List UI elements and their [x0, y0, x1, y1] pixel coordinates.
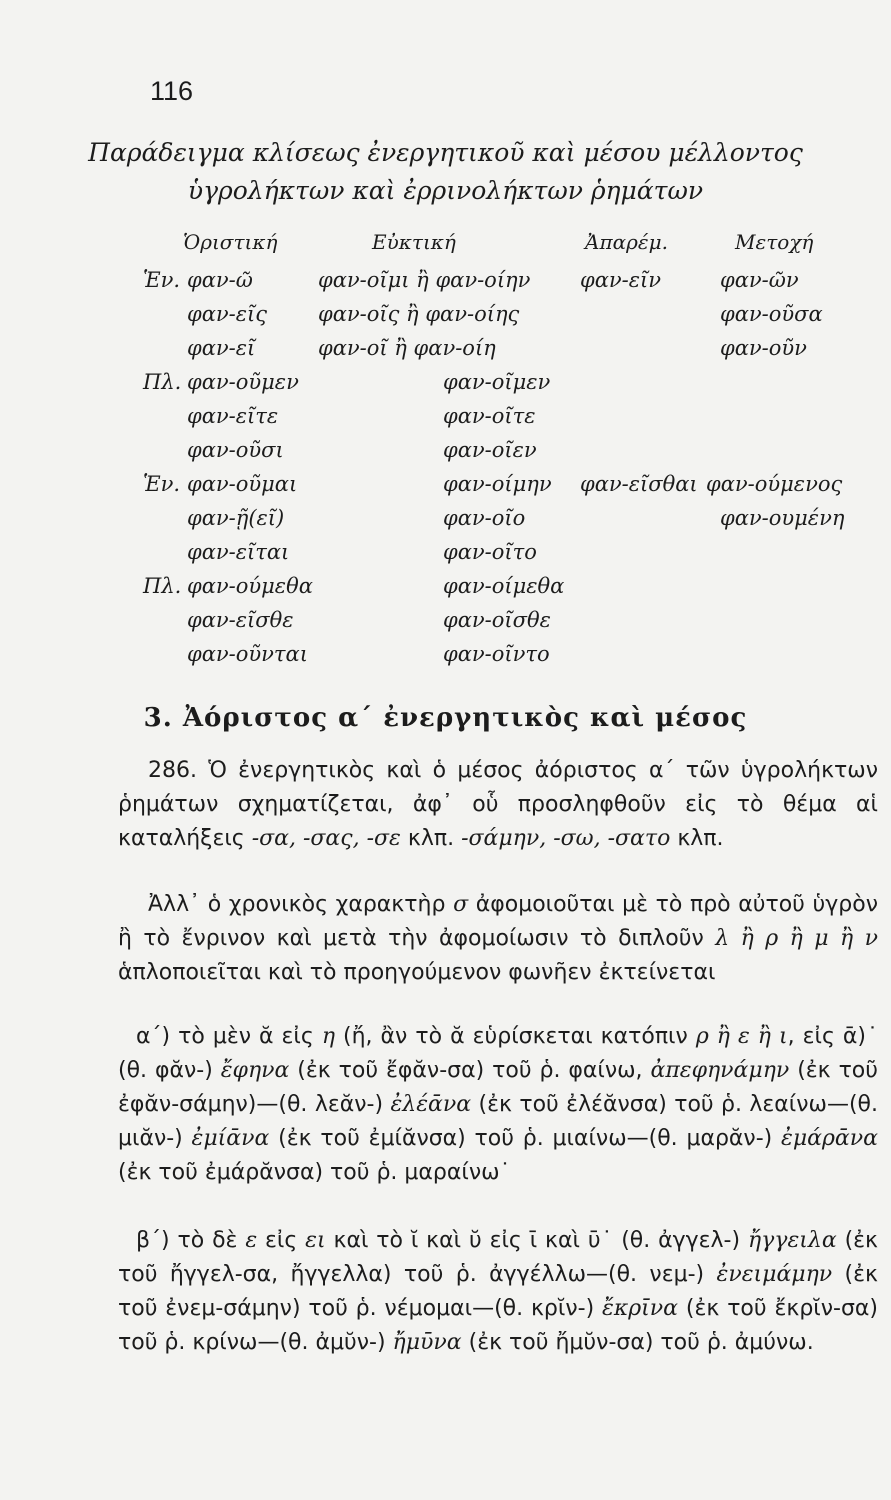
active-optative-form: φαν-οῖμεν [443, 370, 551, 394]
column-header-indicative: Ὁριστική [183, 230, 278, 254]
middle-optative-form: φαν-οίμεθα [443, 574, 565, 598]
active-participle-form: φαν-οῦν [720, 336, 807, 360]
active-indicative-form: φαν-οῦσι [187, 438, 284, 462]
column-header-participle: Μετοχή [735, 230, 814, 254]
active-optative-form: φαν-οῖτε [443, 404, 536, 428]
number-label-plural: Πλ. [143, 370, 182, 394]
middle-indicative-form: φαν-εῖσθε [187, 608, 294, 632]
active-participle-form: φαν-οῦσα [720, 302, 823, 326]
middle-participle-form: φαν-ουμένη [720, 506, 845, 530]
active-indicative-form: φαν-οῦμεν [187, 370, 299, 394]
middle-infinitive-form: φαν-εῖσθαι [580, 472, 698, 496]
number-label-plural: Πλ. [143, 574, 182, 598]
middle-indicative-form: φαν-οῦμαι [187, 472, 298, 496]
middle-indicative-form: φαν-ῇ(εῖ) [187, 506, 285, 530]
active-indicative-form: φαν-εῖτε [187, 404, 279, 428]
active-indicative-form: φαν-εῖς [187, 302, 268, 326]
active-optative-form: φαν-οῖμι ἢ φαν-οίην [318, 268, 531, 292]
column-header-infinitive: Ἀπαρέμ. [585, 230, 668, 254]
table-heading-line-2: ὑγρολήκτων καὶ ἐρρινολήκτων ῥημάτων [187, 176, 704, 205]
middle-optative-form: φαν-οίμην [443, 472, 552, 496]
active-infinitive-form: φαν-εῖν [580, 268, 662, 292]
middle-participle-form: φαν-ούμενος [706, 472, 843, 496]
middle-optative-form: φαν-οῖντο [443, 642, 550, 666]
column-header-optative: Εὐκτική [372, 230, 456, 254]
middle-indicative-form: φαν-οῦνται [187, 642, 308, 666]
middle-indicative-form: φαν-εῖται [187, 540, 290, 564]
section-title: 3. Ἀόριστος α΄ ἐνεργητικὸς καὶ μέσος [143, 703, 748, 733]
paragraph-rule-beta: β΄) τὸ δὲ ε εἰς ει καὶ τὸ ῐ καὶ ῠ εἰς ῑ καὶ ῡ˙ (θ. ἀγγελ-) ἤγγειλα (ἐκ τοῦ ἤγγελ-σα, ἤγγελλα) τοῦ ῥ. ἀγγέλλω—(θ. νεμ-) ἐνειμάμην (ἐκ τοῦ ἐνεμ-σάμην) τοῦ ῥ. νέμομαι—(θ. κρῐν-) ἔκρῑνα (ἐκ τοῦ ἔκρῐν-σα) τοῦ ῥ. κρίνω—(θ. ἀμῠν-) ἤμῡνα (ἐκ τοῦ ἤμῠν-σα) τοῦ ῥ. ἀμύνω. [118, 1228, 879, 1355]
paragraph-rule-alpha: α΄) τὸ μὲν ᾰ εἰς η (ἤ, ἂν τὸ ᾰ εὑρίσκεται κατόπιν ρ ἢ ε ἢ ι, εἰς ᾱ)˙ (θ. φᾰν-) ἔφηνα (ἐκ τοῦ ἔφᾰν-σα) τοῦ ῥ. φαίνω, ἀπεφηνάμην (ἐκ τοῦ ἐφᾰν-σάμην)—(θ. λεᾰν-) ἐλέᾱνα (ἐκ τοῦ ἐλέᾰνσα) τοῦ ῥ. λεαίνω—(θ. μιᾰν-) ἐμίᾱνα (ἐκ τοῦ ἐμίᾰνσα) τοῦ ῥ. μιαίνω—(θ. μαρᾰν-) ἐμάρᾱνα (ἐκ τοῦ ἐμάρᾰνσα) τοῦ ῥ. μαραίνω˙ [118, 1024, 878, 1185]
middle-optative-form: φαν-οῖτο [443, 540, 537, 564]
paragraph-286: 286. Ὁ ἐνεργητικὸς καὶ ὁ μέσος ἀόριστος α΄ τῶν ὑγρολήκτων ῥημάτων σχηματίζεται, ἀφ᾽ οὗ προσληφθοῦν εἰς τὸ θέμα αἱ καταλήξεις -σα, -σας, -σε κλπ. -σάμην, -σω, -σατο κλπ. [118, 758, 878, 851]
middle-indicative-form: φαν-ούμεθα [187, 574, 313, 598]
active-participle-form: φαν-ῶν [720, 268, 799, 292]
active-optative-form: φαν-οῖ ἢ φαν-οίη [318, 336, 496, 360]
number-label-singular: Ἑν. [143, 472, 181, 496]
active-indicative-form: φαν-εῖ [187, 336, 256, 360]
active-indicative-form: φαν-ῶ [187, 268, 253, 292]
middle-optative-form: φαν-οῖο [443, 506, 526, 530]
table-heading-line-1: Παράδειγμα κλίσεως ἐνεργητικοῦ καὶ μέσου μέλλοντος [88, 138, 803, 167]
number-label-singular: Ἑν. [143, 268, 181, 292]
active-optative-form: φαν-οῖς ἢ φαν-οίης [318, 302, 520, 326]
paragraph-assimilation: Ἀλλ᾽ ὁ χρονικὸς χαρακτὴρ σ ἀφομοιοῦται μὲ τὸ πρὸ αὐτοῦ ὑγρὸν ἢ τὸ ἔνρινον καὶ μετὰ τὴν ἀφομοίωσιν τὸ διπλοῦν λ ἢ ρ ἢ μ ἢ ν ἁπλοποιεῖται καὶ τὸ προηγούμενον φωνῆεν ἐκτείνεται [118, 892, 878, 985]
active-optative-form: φαν-οῖεν [443, 438, 537, 462]
page-number: 116 [150, 76, 194, 106]
middle-optative-form: φαν-οῖσθε [443, 608, 551, 632]
